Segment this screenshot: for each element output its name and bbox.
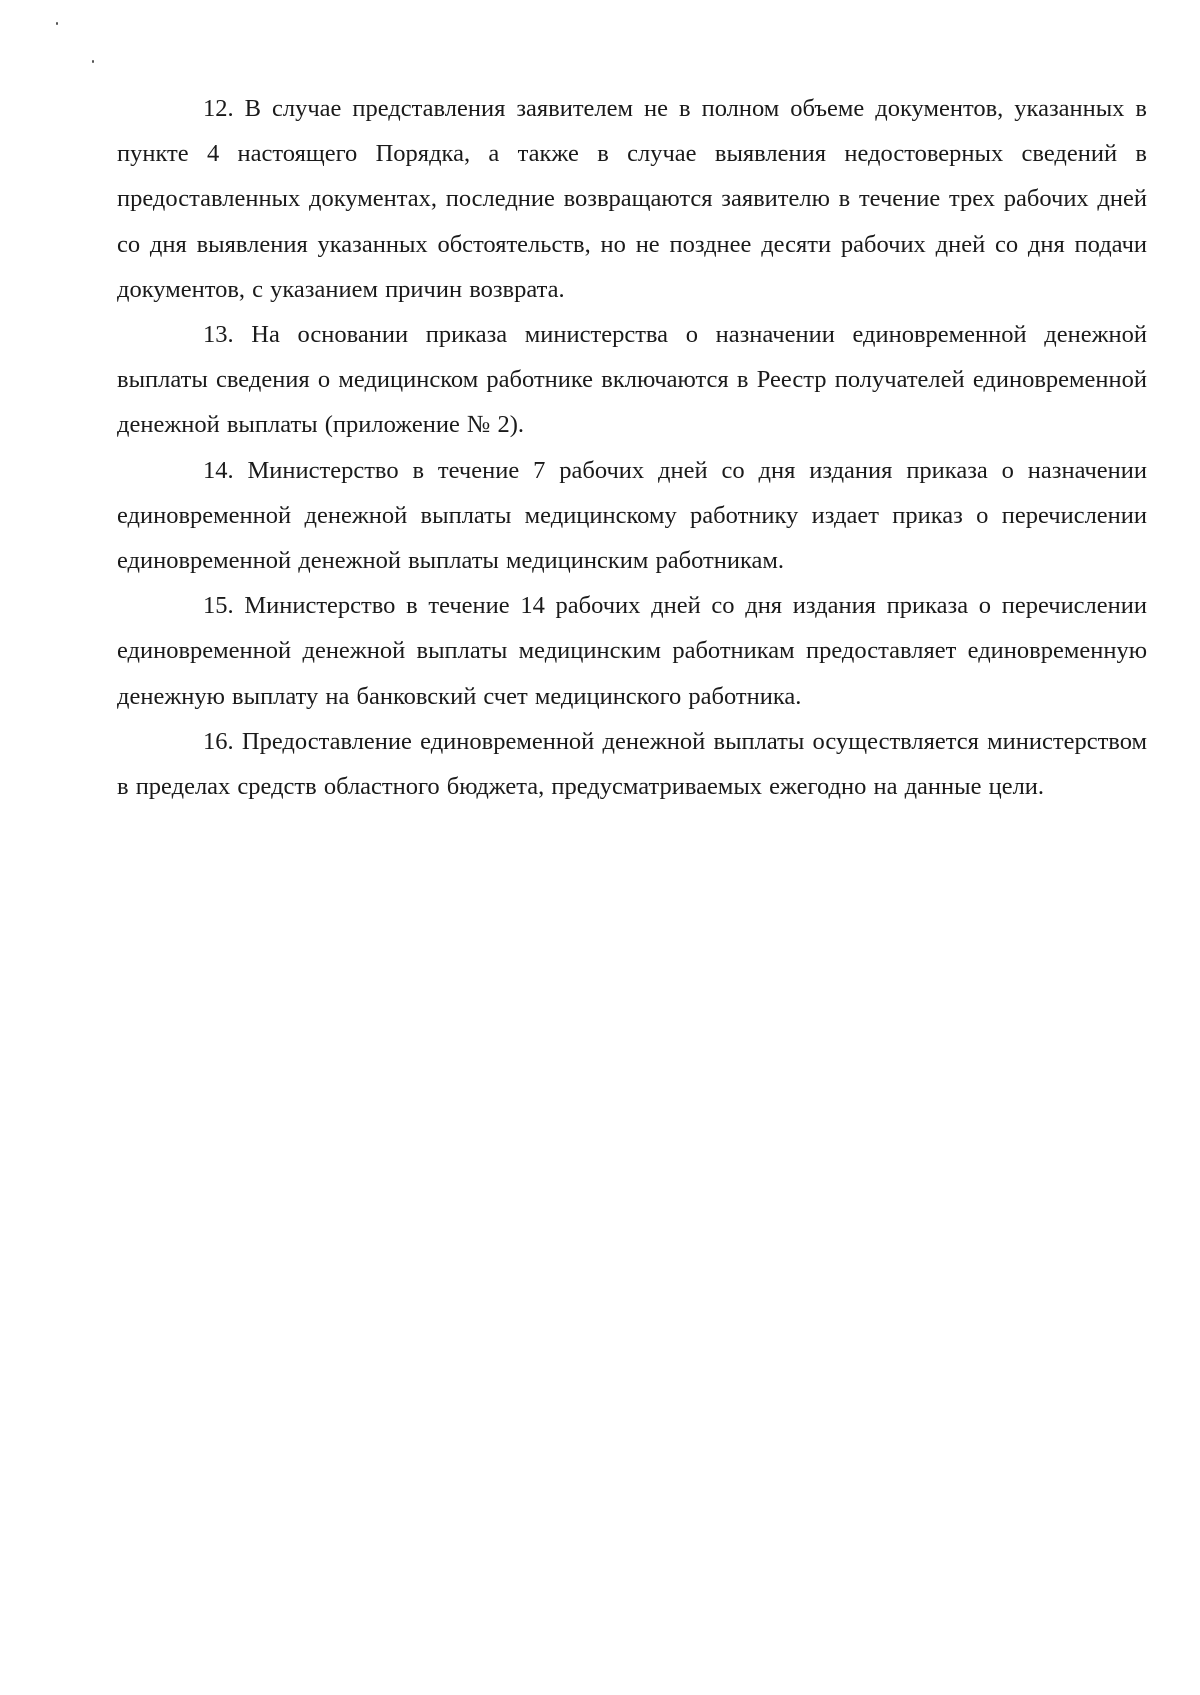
paragraph-13: 13. На основании приказа министерства о назначении единовременной денежной выплаты сведения о медицинском работнике включаются в Реестр получателей единовременной денежной выплаты (приложение № 2).: [117, 321, 1147, 439]
paragraph-16: 16. Предоставление единовременной денежной выплаты осуществляется министерством в пределах средств областного бюджета, предусматриваемых ежегодно на данные цели.: [117, 727, 1147, 801]
scan-artifact-dot: [56, 22, 58, 25]
paragraph-12: 12. В случае представления заявителем не в полном объеме документов, указанных в пункте 4 настоящего Порядка, а также в случае выявления недостоверных сведений в предоставленных документах, последние возвращаются заявителю в течение трех рабочих дней со дня выявления указанных обстоятельств, но не позднее десяти рабочих дней со дня подачи документов, с указанием причин возврата.: [117, 95, 1147, 303]
scan-artifact-dot: [92, 60, 94, 63]
paragraph-15: 15. Министерство в течение 14 рабочих дней со дня издания приказа о перечислении единовременной денежной выплаты медицинским работникам предоставляет единовременную денежную выплату на банковский счет медицинского работника.: [117, 592, 1147, 710]
document-body: [117, 86, 1147, 809]
paragraph-14: 14. Министерство в течение 7 рабочих дней со дня издания приказа о назначении единовременной денежной выплаты медицинскому работнику издает приказ о перечислении единовременной денежной выплаты медицинским работникам.: [117, 456, 1147, 575]
